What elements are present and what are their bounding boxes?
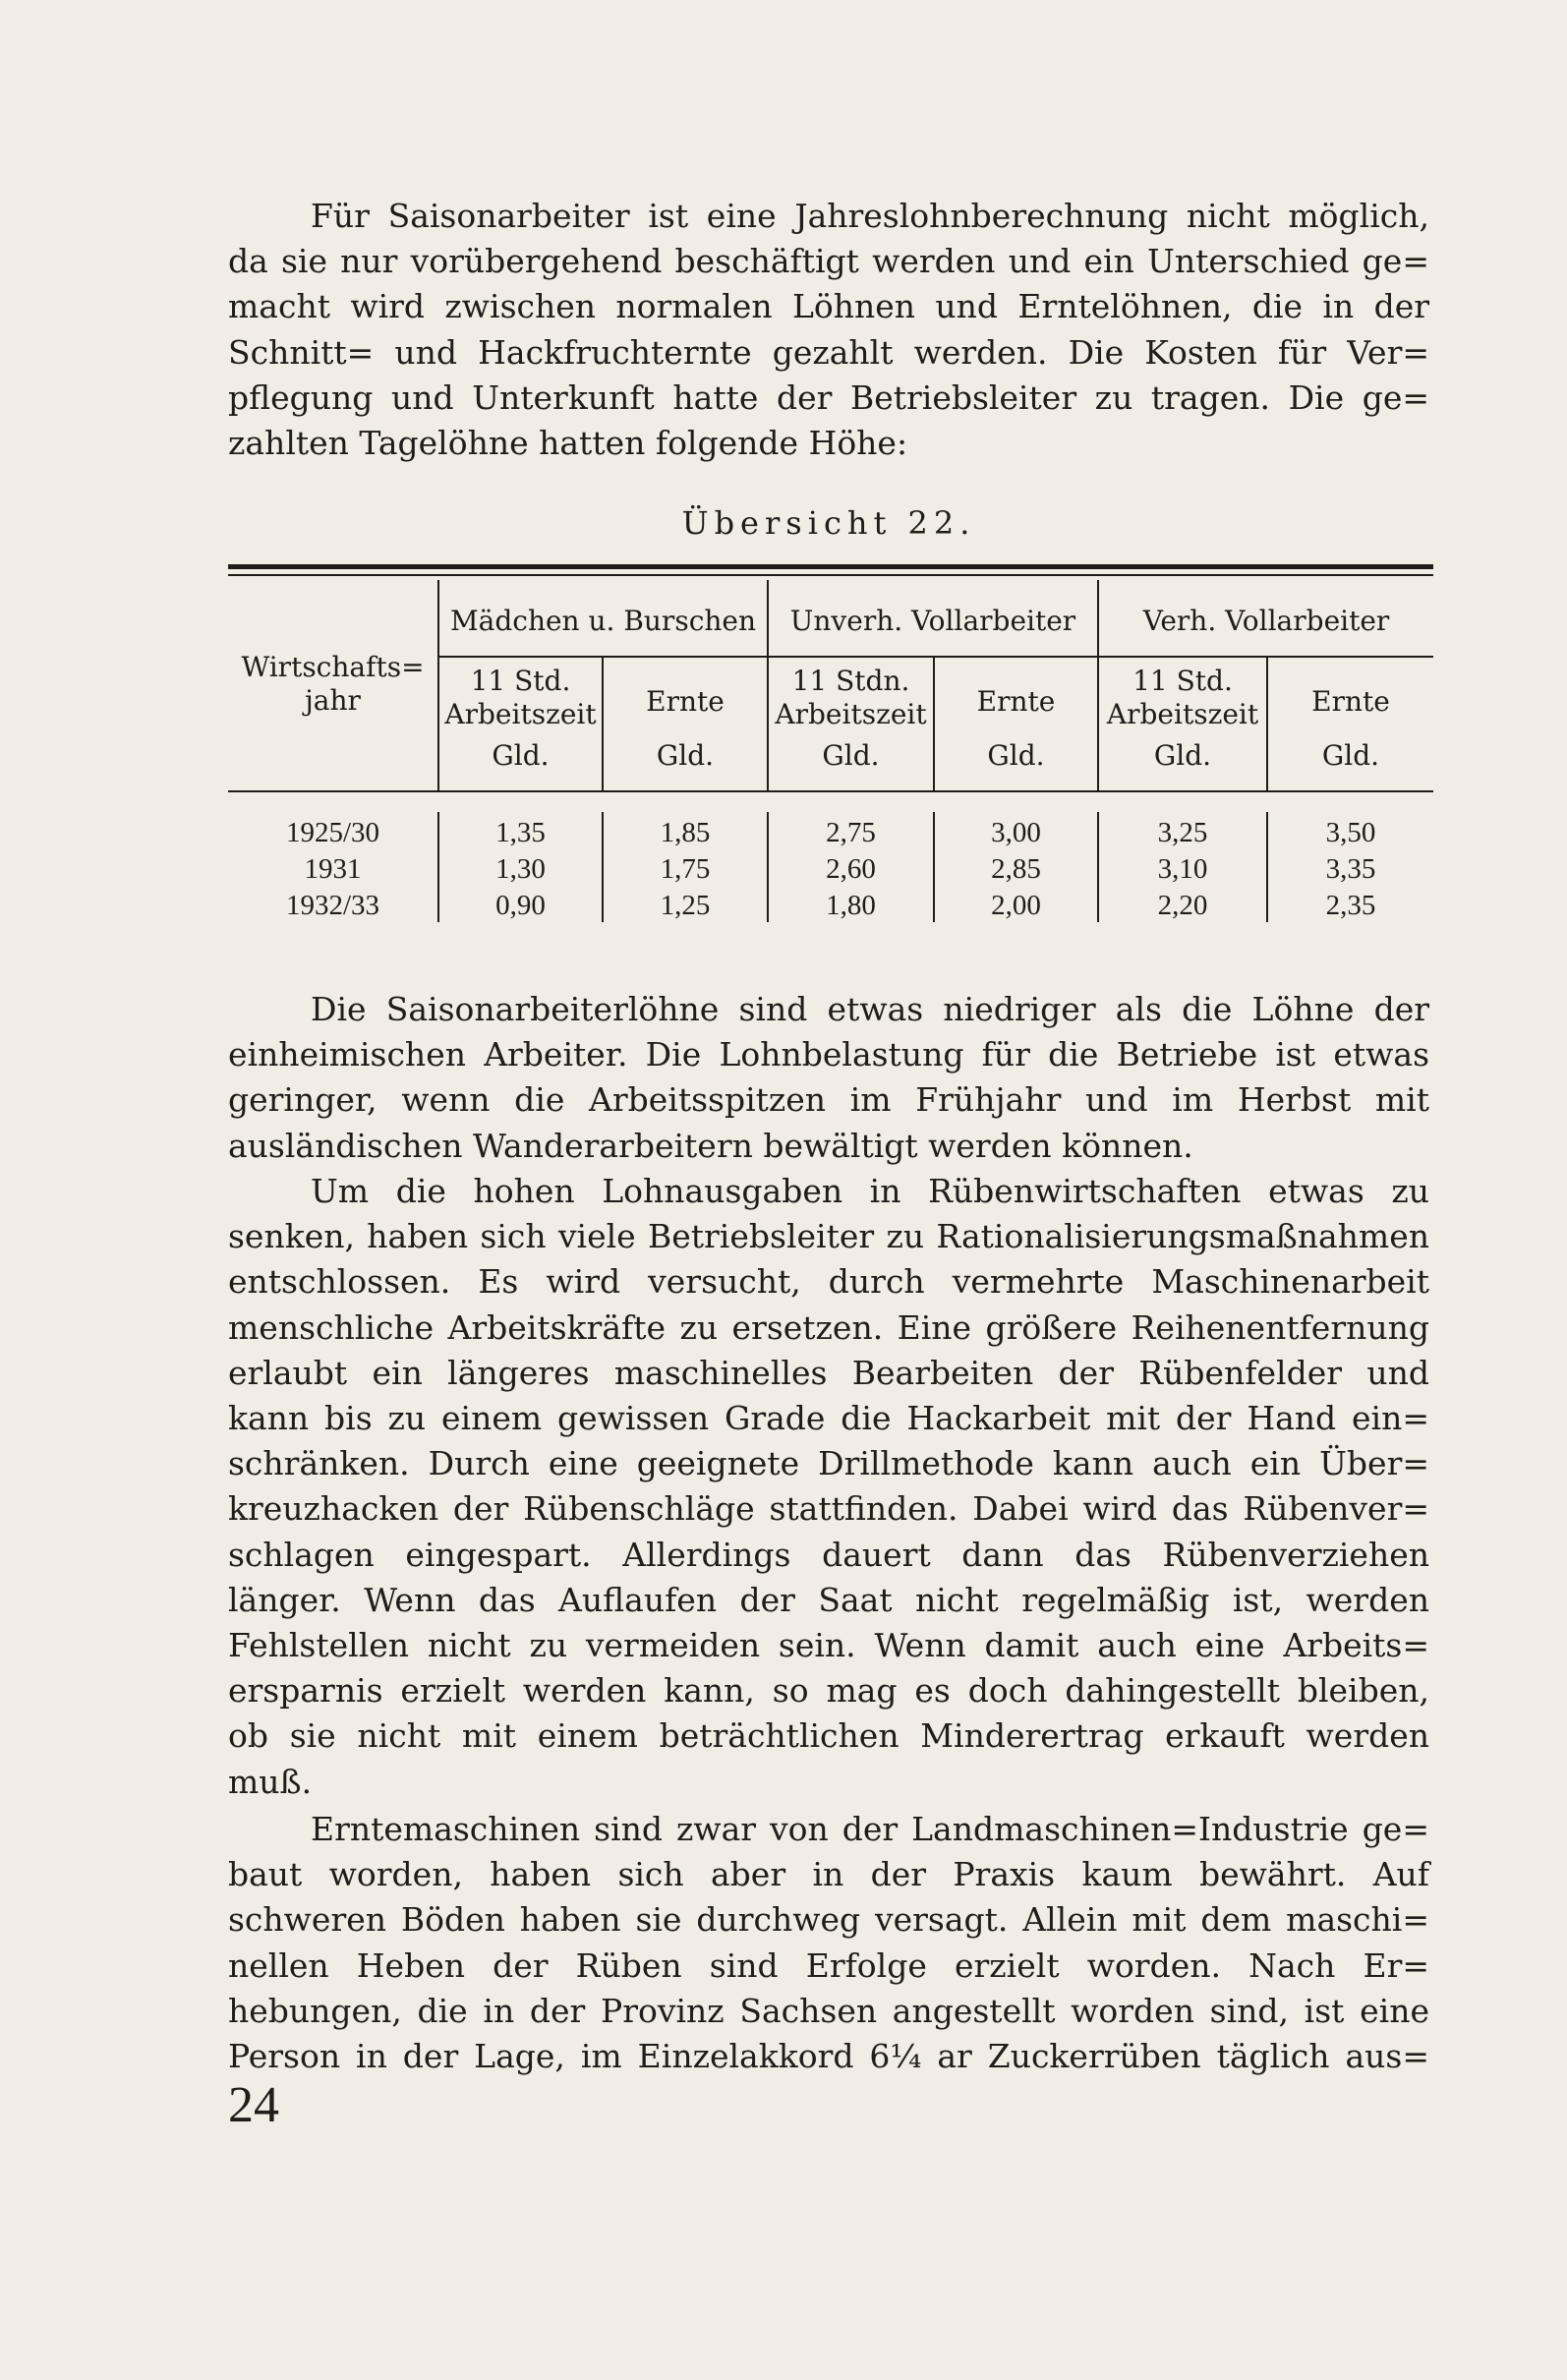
subheader-line1: Ernte [976,685,1056,718]
paragraph-intro [228,194,1429,466]
text-line: länger. Wenn das Auflaufen der Saat nicht regelmäßig ist, werden [228,1580,1429,1619]
paragraph-rationalization [228,1169,1429,1805]
text-line: einheimischen Arbeiter. Die Lohnbelastung für die Betriebe ist etwas [228,1035,1429,1074]
value-cell: 0,90 [495,890,546,921]
text-line: pflegung und Unterkunft hatte der Betriebsleiter zu tragen. Die ge= [228,377,1429,417]
subheader-unit: Gld. [1321,739,1380,772]
subheader-unit: Gld. [822,739,880,772]
text-line: zahlten Tagelöhne hatten folgende Höhe: [228,424,908,463]
group-header: Verh. Vollarbeiter [1142,605,1390,637]
subheader [604,685,767,773]
value-cell: 3,10 [1157,853,1208,885]
value-cell: 2,85 [991,853,1041,885]
subheader-line2: Arbeitszeit [775,698,927,730]
table-top-rule-thin [228,574,1433,576]
subheader-line1: 11 Std. [470,665,571,697]
text-line: Erntemaschinen sind zwar von der Landmaschinen=Industrie ge= [311,1810,1429,1848]
subheader [1099,665,1266,773]
value-cell: 1,35 [495,817,546,848]
subheader-unit: Gld. [1153,739,1212,772]
paragraph-harvest-machines [228,1807,1429,2079]
subheader [769,665,933,773]
text-line: baut worden, haben sich aber in der Praxis kaum bewährt. Auf [228,1855,1429,1894]
value-cell: 3,50 [1325,817,1376,848]
text-line: menschliche Arbeitskräfte zu ersetzen. Eine größere Reihenentfernung [228,1307,1429,1347]
year-cell: 1932/33 [285,890,380,921]
value-cell: 3,25 [1157,817,1208,848]
value-cell: 2,00 [991,890,1041,921]
value-cell: 2,20 [1157,890,1208,921]
text-line: Um die hohen Lohnausgaben in Rübenwirtschaften etwas zu [311,1172,1429,1210]
table-header-rule [228,790,1433,792]
subheader [439,665,602,773]
subheader-line1: 11 Std. [1132,665,1233,697]
text-line: ob sie nicht mit einem beträchtlichen Minderertrag erkauft werden [228,1716,1429,1756]
text-line: schweren Böden haben sie durchweg versagt. Allein mit dem maschi= [228,1900,1429,1940]
text-line: kreuzhacken der Rübenschläge stattfinden. Dabei wird das Rübenver= [228,1489,1429,1529]
subheader [935,685,1097,773]
value-cell: 1,80 [826,890,876,921]
year-cell: 1925/30 [285,817,380,848]
value-cell: 1,75 [660,853,711,885]
value-cell: 2,35 [1325,890,1376,921]
year-cell: 1931 [304,853,362,885]
value-cell: 3,00 [991,817,1041,848]
table-caption: Übersicht 22. [681,504,976,542]
value-cell: 1,85 [660,817,711,848]
text-line: da sie nur vorübergehend beschäftigt werden und ein Unterschied ge= [228,242,1429,281]
subheader-unit: Gld. [492,739,550,772]
text-line: erlaubt ein längeres maschinelles Bearbeiten der Rübenfelder und [228,1353,1429,1392]
subheader-line1: Ernte [1311,685,1390,718]
text-line: hebungen, die in der Provinz Sachsen angestellt worden sind, ist eine [228,1991,1429,2030]
text-line: schlagen eingespart. Allerdings dauert dann das Rübenverziehen [228,1535,1429,1574]
text-line: Für Saisonarbeiter ist eine Jahreslohnberechnung nicht möglich, [311,197,1429,235]
value-cell: 3,35 [1325,853,1376,885]
subheader-line1: 11 Stdn. [791,665,910,697]
text-line: schränken. Durch eine geeignete Drillmethode kann auch ein Über= [228,1444,1429,1483]
text-line: muß. [228,1762,313,1801]
subheader-unit: Gld. [656,739,715,772]
text-line: Person in der Lage, im Einzelakkord 6¼ ar Zuckerrüben täglich aus= [228,2037,1429,2076]
subheader-line2: Arbeitszeit [444,698,597,730]
text-line: nellen Heben der Rüben sind Erfolge erzielt worden. Nach Er= [228,1945,1429,1985]
text-line: senken, haben sich viele Betriebsleiter zu Rationalisierungsmaßnahmen [228,1217,1429,1256]
text-line: ersparnis erzielt werden kann, so mag es doch dahingestellt bleiben, [228,1671,1429,1711]
text-line: ausländischen Wanderarbeitern bewältigt werden können. [228,1126,1193,1165]
value-cell: 2,60 [826,853,876,885]
value-cell: 2,75 [826,817,876,848]
subheader-line2: Arbeitszeit [1106,698,1259,730]
group-header: Mädchen u. Burschen [449,605,757,637]
paragraph-seasonal-wages [228,987,1429,1169]
text-line: Die Saisonarbeiterlöhne sind etwas niedriger als die Löhne der [311,990,1429,1028]
group-header: Unverh. Vollarbeiter [789,605,1076,637]
year-header [228,651,437,718]
subheader-line1: Ernte [646,685,725,718]
table-top-rule [228,564,1433,569]
text-line: geringer, wenn die Arbeitsspitzen im Frühjahr und im Herbst mit [228,1080,1429,1120]
year-header-line: jahr [305,684,361,717]
subheader-unit: Gld. [987,739,1045,772]
year-header-line: Wirtschafts= [241,651,425,683]
value-cell: 1,25 [660,890,711,921]
text-line: entschlossen. Es wird versucht, durch vermehrte Maschinenarbeit [228,1262,1429,1302]
subheader [1268,685,1433,773]
text-line: macht wird zwischen normalen Löhnen und Erntelöhnen, die in der [228,287,1429,326]
page-number: 24 [228,2077,279,2133]
text-line: kann bis zu einem gewissen Grade die Hackarbeit mit der Hand ein= [228,1399,1429,1438]
text-line: Fehlstellen nicht zu vermeiden sein. Wenn damit auch eine Arbeits= [228,1626,1429,1665]
value-cell: 1,30 [495,853,546,885]
text-line: Schnitt= und Hackfruchternte gezahlt werden. Die Kosten für Ver= [228,332,1429,372]
